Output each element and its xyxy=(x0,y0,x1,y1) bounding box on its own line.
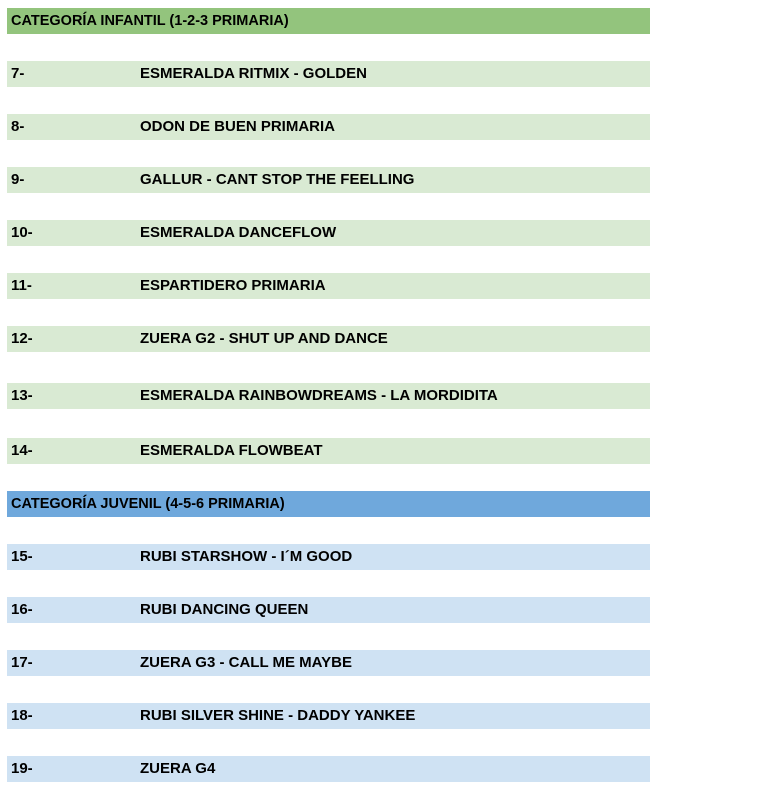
entry-number: 19- xyxy=(11,760,33,777)
category-header-juvenil xyxy=(7,491,650,517)
entry-name: ZUERA G3 - CALL ME MAYBE xyxy=(140,654,352,671)
list-item xyxy=(7,273,650,299)
entry-name: RUBI DANCING QUEEN xyxy=(140,601,309,618)
entry-number: 11- xyxy=(11,277,32,294)
list-item xyxy=(7,703,650,729)
category-header-infantil xyxy=(7,8,650,34)
list-item xyxy=(7,167,650,193)
entry-name: GALLUR - CANT STOP THE FEELLING xyxy=(140,171,415,188)
entry-name: ZUERA G4 xyxy=(140,760,216,777)
entry-number: 17- xyxy=(11,654,33,671)
entry-number: 16- xyxy=(11,601,33,618)
entry-number: 14- xyxy=(11,442,33,459)
entry-number: 7- xyxy=(11,65,25,82)
entry-number: 13- xyxy=(11,387,33,404)
list-item xyxy=(7,61,650,87)
list-item xyxy=(7,756,650,782)
list-item xyxy=(7,114,650,140)
list-item xyxy=(7,220,650,246)
entry-name: ZUERA G2 - SHUT UP AND DANCE xyxy=(140,330,388,347)
category-title: CATEGORÍA INFANTIL (1-2-3 PRIMARIA) xyxy=(11,13,289,29)
list-item xyxy=(7,383,650,409)
entry-number: 12- xyxy=(11,330,33,347)
list-item xyxy=(7,438,650,464)
entry-number: 15- xyxy=(11,548,33,565)
entry-name: ESMERALDA RITMIX - GOLDEN xyxy=(140,65,367,82)
entry-number: 18- xyxy=(11,707,33,724)
entry-number: 9- xyxy=(11,171,25,188)
list-item xyxy=(7,544,650,570)
entry-number: 10- xyxy=(11,224,33,241)
list-item xyxy=(7,326,650,352)
entry-name: RUBI SILVER SHINE - DADDY YANKEE xyxy=(140,707,416,724)
entry-name: ESMERALDA DANCEFLOW xyxy=(140,224,337,241)
entry-name: ODON DE BUEN PRIMARIA xyxy=(140,118,336,135)
entry-name: ESMERALDA RAINBOWDREAMS - LA MORDIDITA xyxy=(140,387,498,404)
list-item xyxy=(7,597,650,623)
list-item xyxy=(7,650,650,676)
entry-name: ESPARTIDERO PRIMARIA xyxy=(140,277,326,294)
entry-name: ESMERALDA FLOWBEAT xyxy=(140,442,323,459)
category-title: CATEGORÍA JUVENIL (4-5-6 PRIMARIA) xyxy=(11,496,285,512)
entry-name: RUBI STARSHOW - I´M GOOD xyxy=(140,548,353,565)
entry-number: 8- xyxy=(11,118,25,135)
